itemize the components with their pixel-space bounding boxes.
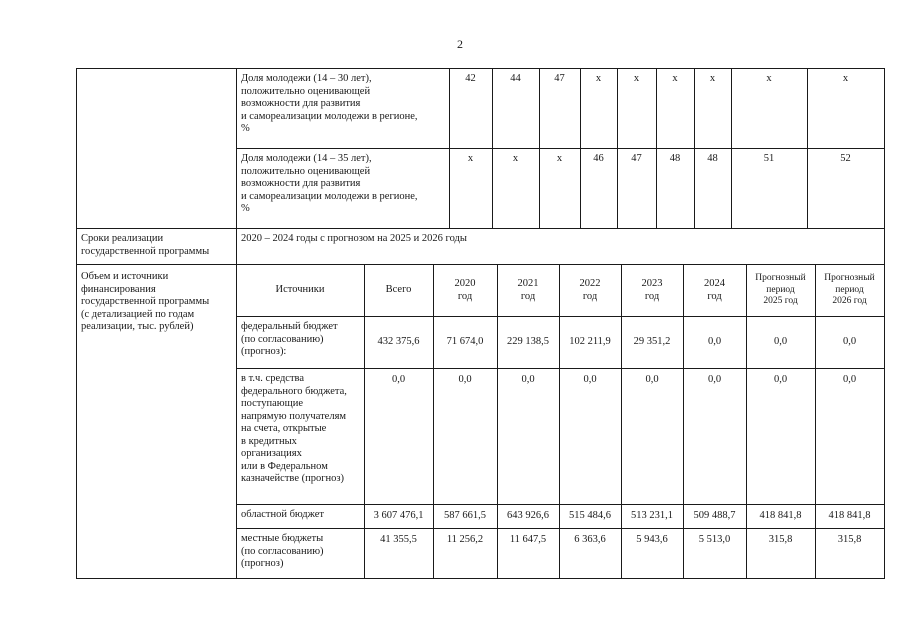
timeline-label: Сроки реализации государственной программы xyxy=(81,233,210,257)
funding-value: 587 661,5 xyxy=(444,510,486,521)
table-rule xyxy=(731,68,732,229)
funding-value: 5 513,0 xyxy=(698,534,731,545)
funding-header: Всего xyxy=(385,284,412,295)
table-rule xyxy=(580,68,581,229)
funding-value: 0,0 xyxy=(773,374,788,385)
table-rule xyxy=(236,368,885,369)
page-number: 2 xyxy=(457,37,463,51)
funding-value: 102 211,9 xyxy=(569,336,611,347)
table-rule xyxy=(76,264,885,265)
funding-value: 0,0 xyxy=(842,374,857,385)
funding-label: Объем и источники финансирования государственной программы (с детализацией по годам реализации, тыс. рублей) xyxy=(81,271,210,332)
funding-source: федеральный бюджет (по согласованию) (прогноз): xyxy=(241,321,338,357)
indicator-value: 52 xyxy=(840,153,851,164)
funding-value: 41 355,5 xyxy=(380,534,417,545)
table-rule xyxy=(76,578,885,579)
indicator-value: 48 xyxy=(707,153,718,164)
indicator-value: х xyxy=(709,73,716,84)
funding-value: 5 943,6 xyxy=(636,534,668,545)
funding-value: 11 256,2 xyxy=(446,534,484,545)
funding-value: 515 484,6 xyxy=(569,510,611,521)
table-rule xyxy=(76,228,885,229)
funding-header: 2022 год xyxy=(579,278,601,302)
funding-header: 2021 год xyxy=(517,278,539,302)
table-rule xyxy=(236,148,885,149)
funding-value: 0,0 xyxy=(521,374,535,385)
funding-source: в т.ч. средства федерального бюджета, поступающие напрямую получателям на счета, открытые в кредитных организациях или в Федеральном казначействе (прогноз) xyxy=(241,373,347,484)
funding-header: Прогнозный период 2025 год xyxy=(755,273,806,306)
indicator-value: 48 xyxy=(669,153,681,164)
funding-value: 315,8 xyxy=(837,534,862,545)
table-rule xyxy=(236,68,237,579)
table-rule xyxy=(539,68,540,229)
funding-value: 509 488,7 xyxy=(693,510,736,521)
table-rule xyxy=(449,68,450,229)
funding-value: 0,0 xyxy=(773,336,788,347)
funding-header: Источники xyxy=(275,284,325,295)
table-rule xyxy=(656,68,657,229)
funding-header: 2023 год xyxy=(641,278,663,302)
funding-value: 0,0 xyxy=(707,336,722,347)
funding-value: 6 363,6 xyxy=(574,534,606,545)
funding-source: местные бюджеты (по согласованию) (прогноз) xyxy=(241,533,324,569)
indicator-value: 51 xyxy=(763,153,775,164)
indicator-value: х xyxy=(633,73,640,84)
table-rule xyxy=(617,68,618,229)
funding-value: 229 138,5 xyxy=(507,336,549,347)
table-rule xyxy=(236,504,885,505)
table-rule xyxy=(236,528,885,529)
funding-value: 0,0 xyxy=(583,374,597,385)
indicator-value: х xyxy=(595,73,602,84)
indicator-value: х xyxy=(672,73,678,84)
table-rule xyxy=(76,68,885,69)
funding-value: 0,0 xyxy=(645,374,659,385)
table-rule xyxy=(807,68,808,229)
funding-value: 432 375,6 xyxy=(377,336,420,347)
table-rule xyxy=(236,316,885,317)
timeline-value: 2020 – 2024 годы с прогнозом на 2025 и 2026 годы xyxy=(241,233,467,244)
funding-value: 0,0 xyxy=(458,374,472,385)
indicator-name: Доля молодежи (14 – 35 лет), положительно оценивающей возможности для развития и самореализации молодежи в регионе, % xyxy=(241,153,418,214)
table-rule xyxy=(884,68,885,579)
funding-value: 11 647,5 xyxy=(509,534,547,545)
funding-value: 0,0 xyxy=(707,374,722,385)
indicator-value: х xyxy=(467,153,474,164)
funding-value: 0,0 xyxy=(391,374,406,385)
indicator-value: 44 xyxy=(510,73,521,84)
funding-value: 513 231,1 xyxy=(631,510,673,521)
indicator-value: х xyxy=(512,153,519,164)
funding-header: 2024 год xyxy=(704,278,725,302)
funding-value: 29 351,2 xyxy=(633,336,671,347)
indicator-value: х xyxy=(842,73,849,84)
table-rule xyxy=(76,68,77,579)
funding-value: 3 607 476,1 xyxy=(373,510,424,521)
funding-value: 71 674,0 xyxy=(446,336,484,347)
table-rule xyxy=(492,68,493,229)
indicator-value: х xyxy=(556,153,563,164)
indicator-value: 46 xyxy=(593,153,604,164)
funding-source: областной бюджет xyxy=(241,509,324,520)
indicator-value: х xyxy=(766,73,772,84)
indicator-value: 47 xyxy=(631,153,642,164)
funding-value: 315,8 xyxy=(768,534,793,545)
indicator-value: 42 xyxy=(465,73,476,84)
funding-value: 643 926,6 xyxy=(507,510,549,521)
funding-value: 418 841,8 xyxy=(759,510,802,521)
indicator-name: Доля молодежи (14 – 30 лет), положительно оценивающей возможности для развития и самореализации молодежи в регионе, % xyxy=(241,73,418,134)
funding-header: 2020 год xyxy=(454,278,476,302)
table-rule xyxy=(694,68,695,229)
indicator-value: 47 xyxy=(554,73,565,84)
funding-value: 418 841,8 xyxy=(828,510,871,521)
funding-header: Прогнозный период 2026 год xyxy=(824,273,875,306)
funding-value: 0,0 xyxy=(842,336,857,347)
